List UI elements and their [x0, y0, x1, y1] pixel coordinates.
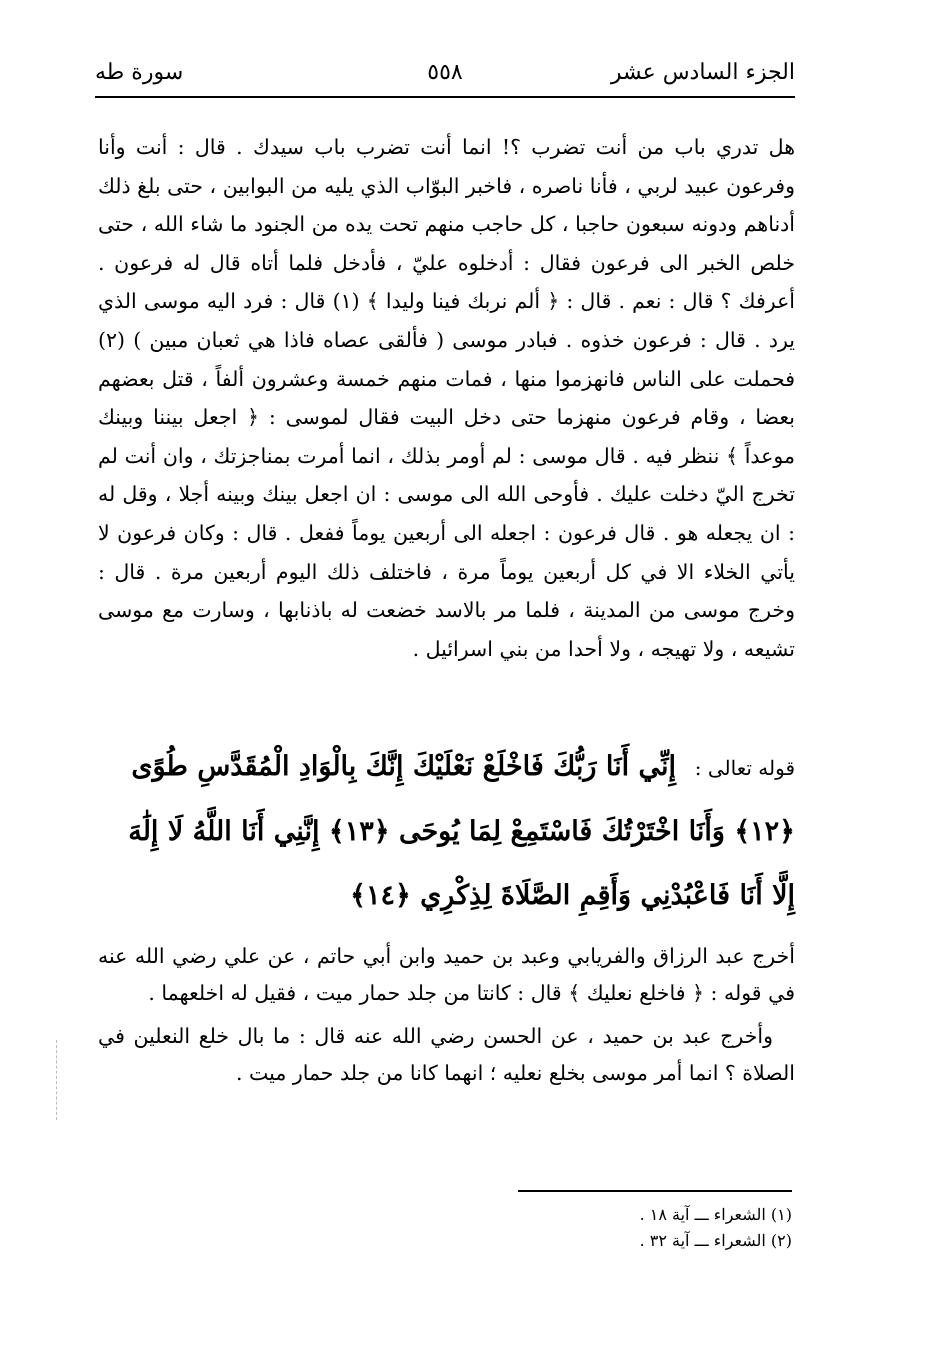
- verse-intro: قوله تعالى :: [694, 756, 795, 780]
- footnotes: [500, 1202, 792, 1254]
- page-number: ٥٥٨: [427, 60, 463, 85]
- verse-text: إِنِّي أَنَا رَبُّكَ فَاخْلَعْ نَعْلَيْكَ إِنَّكَ بِالْوَادِ الْمُقَدَّسِ طُوًى ﴿١٢﴾ وَأَنَا اخْتَرْتُكَ فَاسْتَمِعْ لِمَا يُوحَى ﴿١٣﴾ إِنَّنِي أَنَا اللَّهُ لَا إِلَٰهَ إِلَّا أَنَا فَاعْبُدْنِي وَأَقِمِ الصَّلَاةَ لِذِكْرِي ﴿١٤﴾: [128, 751, 795, 911]
- footnote-2: (٢) الشعراء ـــ آية ٣٢ .: [639, 1231, 792, 1250]
- narrations: [98, 938, 795, 1092]
- body-paragraph: هل تدري باب من أنت تضرب ؟! انما أنت تضرب باب سيدك . قال : أنت وأنا وفرعون عبيد لربي ، فأنا ناصره ، فاخبر البوّاب الذي يليه من البوابين ، حتى بلغ ذلك أدناهم ودونه سبعون حاجبا ، كل حاجب منهم تحت يده من الجنود ما شاء الله ، حتى خلص الخبر الى فرعون فقال : أدخلوه عليّ ، فأدخل فلما أتاه قال له فرعون . أعرفك ؟ قال : نعم . قال : ﴿ ألم نربك فينا وليدا ﴾ (١) قال : فرد اليه موسى الذي يرد . قال : فرعون خذوه . فبادر موسى ( فألقى عصاه فاذا هي ثعبان مبين ) (٢) فحملت على الناس فانهزموا منها ، فمات منهم خمسة وعشرون ألفاً ، قتل بعضهم بعضا ، وقام فرعون منهزما حتى دخل البيت فقال لموسى : ﴿ اجعل بيننا وبينك موعداً ﴾ ننظر فيه . قال موسى : لم أومر بذلك ، انما أمرت بمناجزتك ، وان أنت لم تخرج اليّ دخلت عليك . فأوحى الله الى موسى : ان اجعل بينك وبينه أجلا ، وقل له : ان يجعله هو . قال فرعون : اجعله الى أربعين يوماً ففعل . قال : وكان فرعون لا يأتي الخلاء الا في كل أربعين يوماً مرة ، فاختلف ذلك اليوم أربعين مرة . قال : وخرج موسى من المدينة ، فلما مر بالاسد خضعت له باذنابها ، وسارت مع موسى تشيعه ، ولا تهيجه ، ولا أحدا من بني اسرائيل .: [98, 135, 795, 661]
- header-divider: [95, 96, 795, 98]
- footnote-1: (١) الشعراء ـــ آية ١٨ .: [639, 1205, 792, 1224]
- narration-second: وأخرج عبد بن حميد ، عن الحسن رضي الله عنه قال : ما بال خلع النعلين في الصلاة ؟ انما أمر موسى بخلع نعليه ؛ انهما كانا من جلد حمار ميت .: [98, 1024, 795, 1085]
- part-title: الجزء السادس عشر: [610, 60, 795, 85]
- footnote-divider: [518, 1190, 792, 1192]
- page-header: [95, 52, 795, 92]
- narration-first: أخرج عبد الرزاق والفريابي وعبد بن حميد وابن أبي حاتم ، عن علي رضي الله عنه في قوله : ﴿ فاخلع نعليك ﴾ قال : كانتا من جلد حمار ميت ، فقيل له اخلعهما .: [98, 944, 795, 1005]
- main-text: [98, 128, 795, 668]
- margin-mark: [56, 1040, 61, 1120]
- quran-verse-block: [98, 735, 795, 928]
- surah-title: سورة طه: [95, 60, 184, 85]
